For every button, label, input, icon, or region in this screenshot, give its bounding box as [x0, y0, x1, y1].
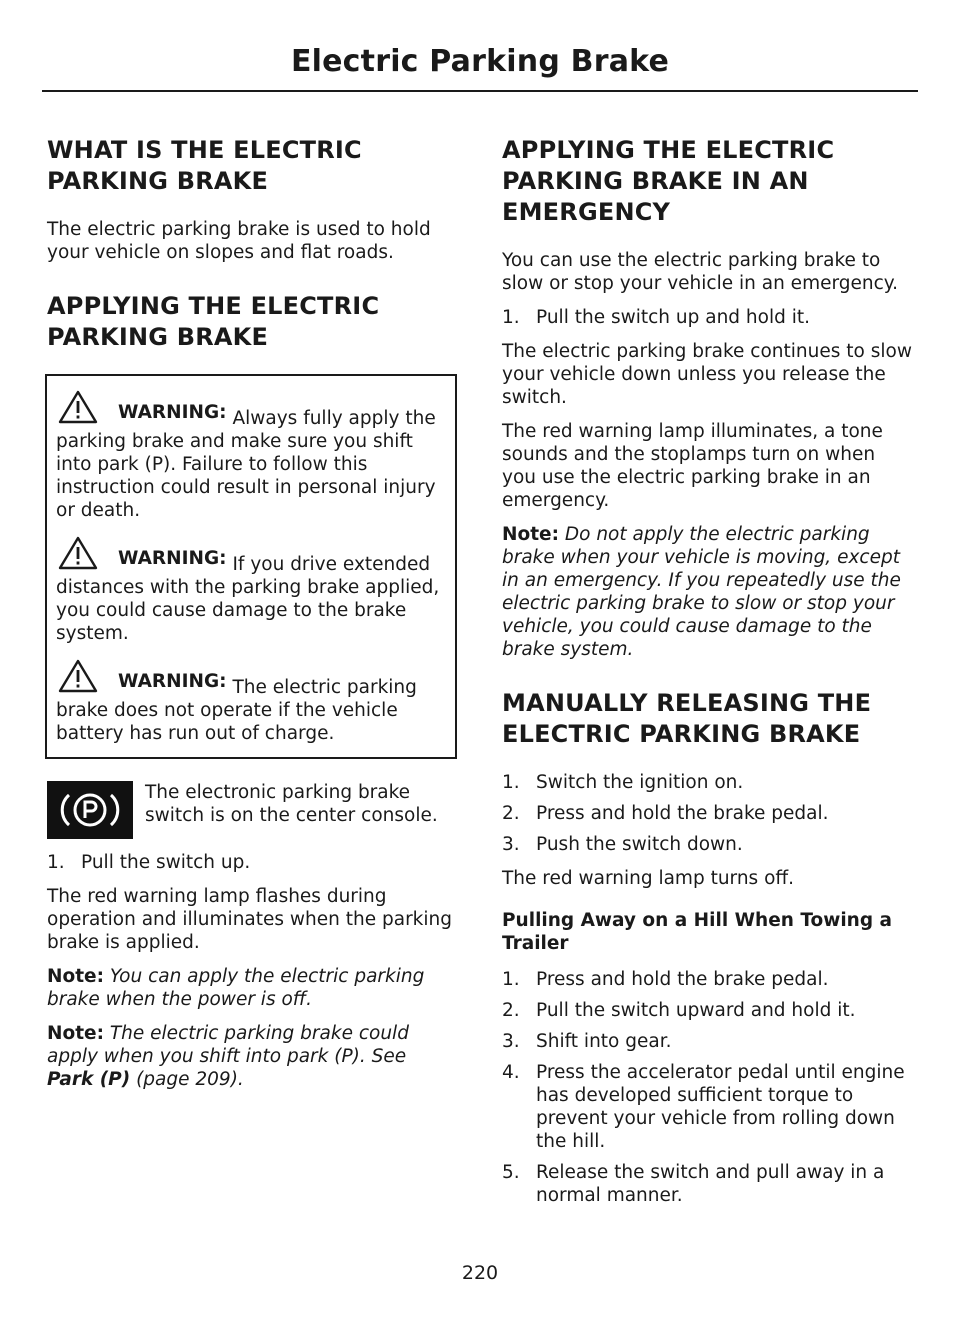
step-number: 1.	[502, 969, 520, 990]
note-text: Do not apply the electric parking brake when your vehicle is moving, except in an emergency. If you repeatedly use the electric parking brake to slow or stop your vehicle, you could cause damage to the brake system.	[502, 524, 901, 660]
warning-item	[56, 659, 446, 745]
body-paragraph: The red warning lamp flashes during operation and illuminates when the parking brake is applied.	[47, 886, 453, 953]
page-number: 220	[461, 1262, 499, 1284]
list-item	[502, 968, 914, 991]
list-item	[502, 833, 914, 856]
body-paragraph: The red warning lamp turns off.	[502, 868, 795, 889]
step-number: 3.	[502, 834, 520, 855]
parking-brake-switch-icon	[47, 781, 133, 839]
subheading-towing: Pulling Away on a Hill When Towing a Trailer	[502, 910, 892, 954]
warning-item	[56, 390, 446, 522]
warning-text: Always fully apply the parking brake and make sure you shift into park (P). Failure to follow this instruction could result in personal injury or death.	[56, 408, 436, 521]
page-title: Electric Parking Brake	[290, 44, 670, 79]
step-text: Press and hold the brake pedal.	[536, 969, 829, 990]
note-paragraph	[47, 965, 457, 1011]
body-paragraph: The red warning lamp illuminates, a tone sounds and the stoplamps turn on when you use the electric parking brake in an emergency.	[502, 421, 883, 511]
step-text: Push the switch down.	[536, 834, 743, 855]
cross-reference-link[interactable]: Park (P)	[47, 1069, 131, 1090]
release-steps	[502, 771, 914, 856]
step-text: Pull the switch up.	[81, 852, 251, 873]
section-intro-text: The electric parking brake is used to hold your vehicle on slopes and flat roads.	[47, 219, 431, 263]
left-column	[47, 135, 457, 1102]
warning-text: The electric parking brake does not operate if the vehicle battery has run out of charge.	[56, 677, 417, 744]
step-number: 4.	[502, 1062, 520, 1083]
page-reference: (page 209).	[136, 1069, 244, 1090]
list-item	[502, 306, 914, 329]
step-text: Press the accelerator pedal until engine has developed sufficient torque to prevent your vehicle from rolling down the hill.	[536, 1062, 905, 1152]
switch-caption: The electronic parking brake switch is on the center console.	[145, 782, 438, 826]
note-text: The electric parking brake could apply when you shift into park (P). See	[47, 1023, 409, 1067]
step-number: 1.	[502, 772, 520, 793]
warning-triangle-icon	[58, 536, 98, 570]
emergency-steps	[502, 306, 914, 329]
note-label: Note:	[47, 966, 104, 987]
warning-label: WARNING:	[118, 671, 227, 692]
note-label: Note:	[502, 524, 559, 545]
warning-triangle-icon	[58, 659, 98, 693]
body-paragraph: You can use the electric parking brake to slow or stop your vehicle in an emergency.	[502, 250, 898, 294]
step-number: 5.	[502, 1162, 520, 1183]
step-text: Shift into gear.	[536, 1031, 672, 1052]
step-text: Press and hold the brake pedal.	[536, 803, 829, 824]
warning-label: WARNING:	[118, 402, 227, 423]
right-column	[502, 135, 914, 1218]
note-label: Note:	[47, 1023, 104, 1044]
step-text: Switch the ignition on.	[536, 772, 744, 793]
step-text: Release the switch and pull away in a normal manner.	[536, 1162, 885, 1206]
list-item	[502, 802, 914, 825]
section-heading-what-is: WHAT IS THE ELECTRIC PARKING BRAKE	[47, 136, 362, 195]
section-heading-emergency: APPLYING THE ELECTRIC PARKING BRAKE IN AN EMERGENCY	[502, 136, 835, 226]
list-item	[502, 1161, 914, 1207]
step-number: 2.	[502, 803, 520, 824]
step-number: 3.	[502, 1031, 520, 1052]
step-number: 1.	[47, 852, 65, 873]
note-paragraph	[502, 523, 914, 661]
section-heading-applying: APPLYING THE ELECTRIC PARKING BRAKE	[47, 292, 380, 351]
warning-label: WARNING:	[118, 548, 227, 569]
header-divider	[42, 90, 918, 92]
section-heading-manual-release: MANUALLY RELEASING THE ELECTRIC PARKING BRAKE	[502, 689, 872, 748]
warning-text: If you drive extended distances with the parking brake applied, you could cause damage to the brake system.	[56, 554, 440, 644]
note-text: You can apply the electric parking brake when the power is off.	[47, 966, 425, 1010]
apply-steps	[47, 851, 457, 874]
step-text: Pull the switch up and hold it.	[536, 307, 811, 328]
warning-item	[56, 536, 446, 645]
step-number: 1.	[502, 307, 520, 328]
step-text: Pull the switch upward and hold it.	[536, 1000, 856, 1021]
list-item	[502, 771, 914, 794]
switch-illustration-row	[47, 781, 457, 839]
list-item	[502, 999, 914, 1022]
step-number: 2.	[502, 1000, 520, 1021]
warning-box	[45, 374, 457, 759]
list-item	[502, 1061, 914, 1153]
body-paragraph: The electric parking brake continues to slow your vehicle down unless you release the switch.	[502, 341, 912, 408]
list-item	[47, 851, 457, 874]
list-item	[502, 1030, 914, 1053]
warning-triangle-icon	[58, 390, 98, 424]
towing-steps	[502, 968, 914, 1207]
note-paragraph	[47, 1022, 457, 1091]
